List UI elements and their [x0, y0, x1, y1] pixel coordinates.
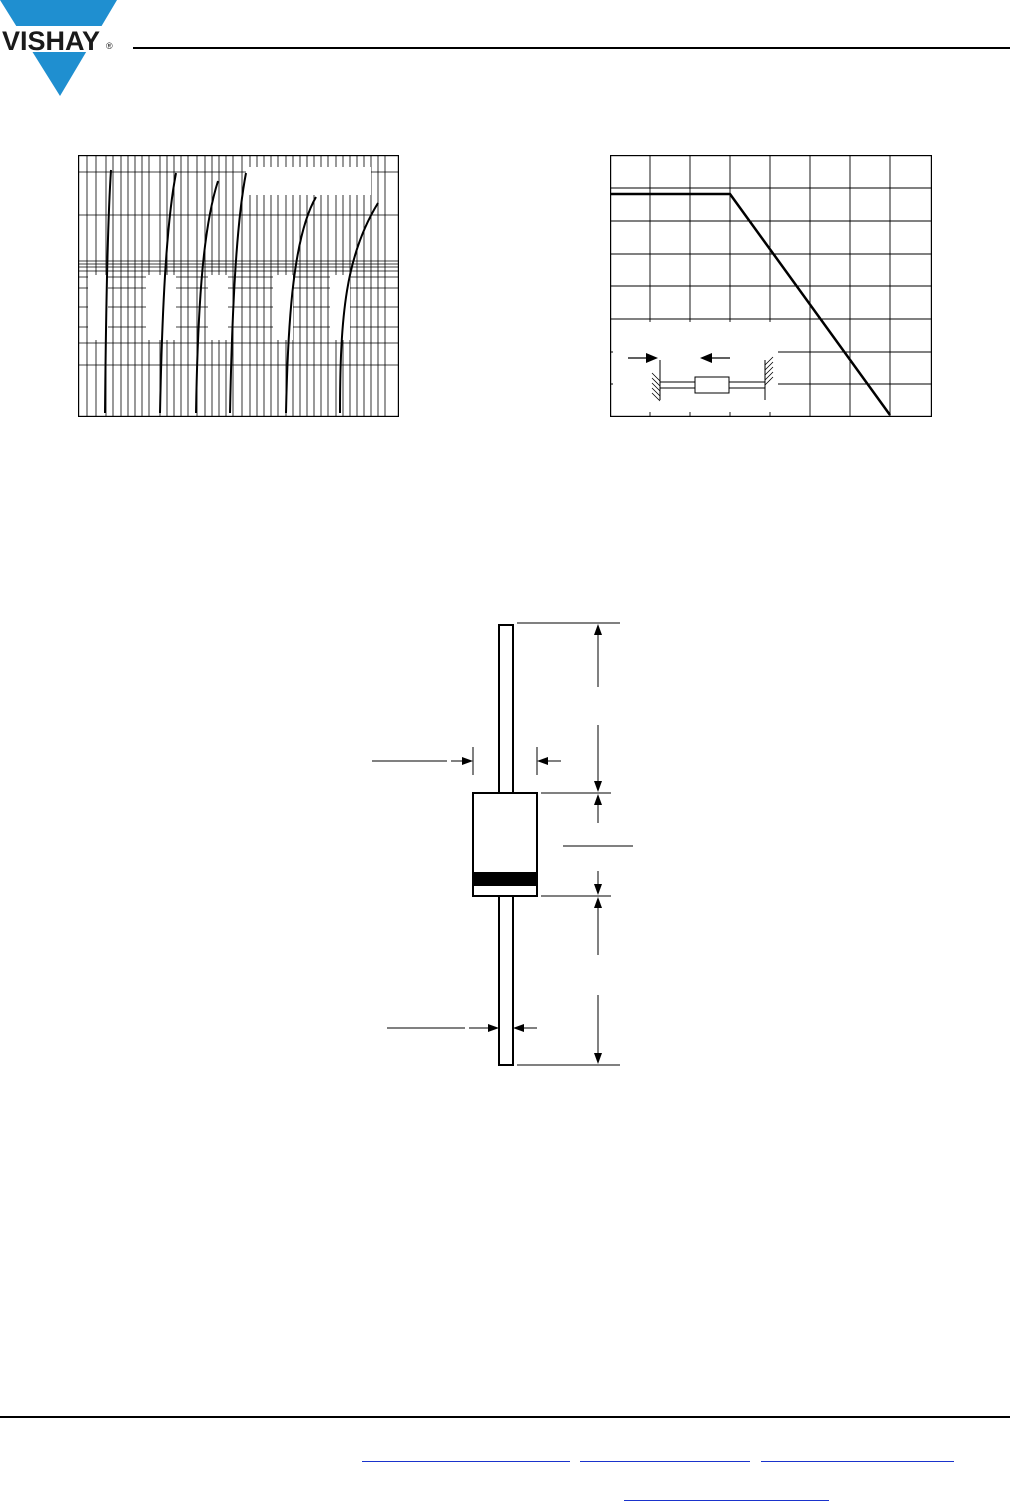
curve-5 — [286, 197, 316, 413]
brand-name: VISHAY — [2, 26, 101, 56]
package-outline-drawing — [365, 615, 640, 1075]
cathode-band — [473, 872, 537, 886]
registered-mark: ® — [106, 41, 113, 51]
footer-link-3[interactable] — [761, 1461, 954, 1462]
lower-lead — [499, 896, 513, 1065]
inset-body — [695, 377, 729, 393]
lead-length-dimension-upper — [594, 624, 602, 792]
footer-link-2[interactable] — [580, 1461, 750, 1462]
footer-link-1[interactable] — [362, 1461, 570, 1462]
body-diameter-dimension — [372, 747, 561, 775]
left-characteristic-chart — [78, 155, 399, 417]
body-length-dimension — [594, 794, 602, 895]
curve-4 — [230, 173, 246, 413]
footer-rule — [0, 1416, 1010, 1418]
left-chart-legend-box — [246, 167, 371, 195]
right-derating-chart — [610, 155, 932, 417]
right-chart-inset-area — [613, 322, 778, 412]
lead-diameter-dimension — [387, 1024, 537, 1032]
lead-length-dimension-lower — [594, 897, 602, 1064]
header-rule — [133, 47, 1010, 49]
footer-link-4[interactable] — [624, 1500, 829, 1501]
vishay-logo — [0, 0, 120, 100]
upper-lead — [499, 625, 513, 793]
